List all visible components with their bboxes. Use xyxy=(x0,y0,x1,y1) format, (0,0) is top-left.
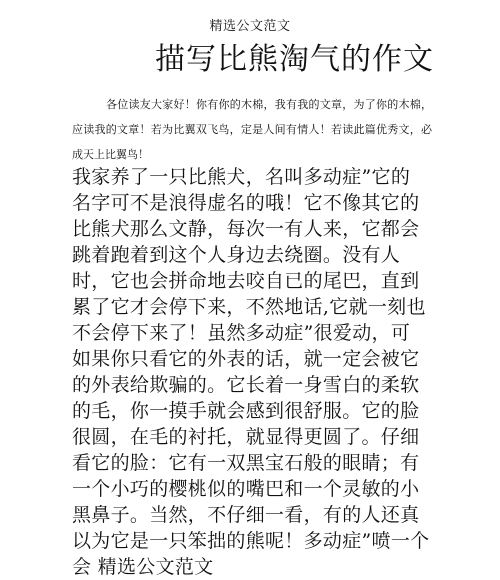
body-line: 会 精选公文范文 xyxy=(72,556,214,578)
body-paragraph xyxy=(72,164,428,580)
intro-paragraph: 各位读友大家好！你有你的木棉，我有我的文章，为了你的木棉，应读我的文章！若为比翼双飞鸟，定是人间有情人！若读此篇优秀文，必成天上比翼鸟！ xyxy=(72,98,432,161)
body-line: 名字可不是浪得虚名的哦！它不像其它的 xyxy=(72,192,420,214)
document-title: 描写比熊淘气的作文 xyxy=(155,42,434,77)
body-line: 比熊犬那么文静，每次一有人来，它都会 xyxy=(72,218,420,240)
body-line: 跳着跑着到这个人身边去绕圈。没有人 xyxy=(72,244,401,266)
body-line: 看它的脸：它有一双黑宝石般的眼睛；有 xyxy=(72,452,420,474)
body-line: 我家养了一只比熊犬，名叫多动症”它的 xyxy=(72,166,411,188)
header-label: 精选公文范文 xyxy=(209,19,291,34)
body-line: 以为它是一只笨拙的熊呢！多动症”喷一个 xyxy=(72,530,430,552)
body-line: 的外表给欺骗的。它长着一身雪白的柔软 xyxy=(72,374,420,396)
body-line: 很圆，在毛的衬托，就显得更圆了。仔细 xyxy=(72,426,420,448)
body-line: 黑鼻子。当然，不仔细一看，有的人还真 xyxy=(72,504,420,526)
body-line: 如果你只看它的外表的话，就一定会被它 xyxy=(72,348,420,370)
body-line: 累了它才会停下来，不然地话,它就一刻也 xyxy=(72,296,426,318)
body-line: 不会停下来了！虽然多动症”很爱动，可 xyxy=(72,322,411,344)
body-line: 一个小巧的樱桃似的嘴巴和一个灵敏的小 xyxy=(72,478,420,500)
body-line: 时，它也会拼命地去咬自已的尾巴，直到 xyxy=(72,270,420,292)
body-line: 的毛，你一摸手就会感到很舒服。它的脸 xyxy=(72,400,420,422)
